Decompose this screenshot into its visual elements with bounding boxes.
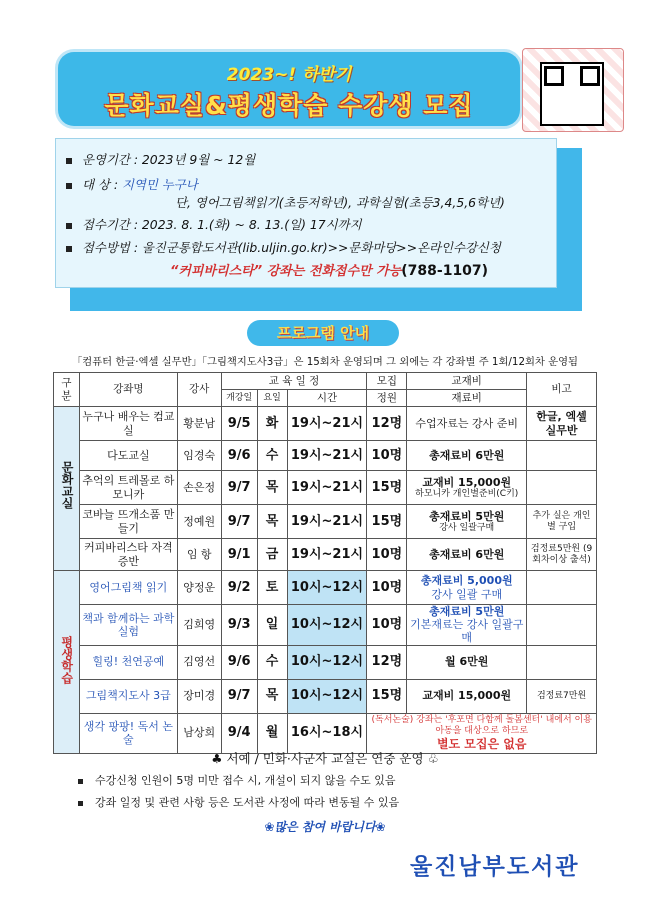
weekday: 목	[257, 471, 287, 505]
th-course: 강좌명	[79, 373, 177, 407]
fee: 총재료비 6만원	[407, 441, 527, 471]
closing-message: ❀많은 참여 바랍니다❀	[264, 820, 386, 834]
weekday: 월	[257, 713, 287, 753]
start-date: 9/2	[221, 571, 257, 605]
capacity: 10명	[367, 571, 407, 605]
bullet-icon	[66, 158, 72, 164]
table-row	[54, 679, 597, 713]
capacity: 15명	[367, 471, 407, 505]
fee: 교재비 15,000원	[407, 679, 527, 713]
group-culture: 문화교실	[54, 407, 80, 571]
start-date: 9/1	[221, 539, 257, 571]
remark: 추가 실은 개인별 구입	[527, 505, 597, 539]
th-fee-top: 교재비	[407, 373, 527, 390]
start-date: 9/5	[221, 407, 257, 441]
start-date: 9/3	[221, 605, 257, 646]
start-date: 9/7	[221, 505, 257, 539]
course-name: 영어그림책 읽기	[79, 571, 177, 605]
weekday: 수	[257, 441, 287, 471]
year-round-note: ♣ 서예 / 민화·사군자 교실은 연중 운영 ♧	[211, 751, 439, 766]
fee: 총재료비 5,000원 강사 일괄 구매	[407, 571, 527, 605]
time: 19시~21시	[287, 539, 367, 571]
info-period: 운영기간 : 2023년 9월 ~ 12월	[66, 150, 255, 168]
fee: 총재료비 6만원	[407, 539, 527, 571]
capacity: 10명	[367, 605, 407, 646]
th-remarks: 비고	[527, 373, 597, 407]
table-row	[54, 571, 597, 605]
time: 16시~18시	[287, 713, 367, 753]
th-teacher: 강사	[177, 373, 221, 407]
course-name: 추억의 트레몰로 하모니카	[79, 471, 177, 505]
course-name: 그림책지도사 3급	[79, 679, 177, 713]
fee: 수업자료는 강사 준비	[407, 407, 527, 441]
weekday: 금	[257, 539, 287, 571]
qr-code-icon[interactable]	[540, 62, 604, 126]
capacity: 12명	[367, 407, 407, 441]
teacher-name: 손은정	[177, 471, 221, 505]
table-row	[54, 407, 597, 441]
start-date: 9/4	[221, 713, 257, 753]
course-name: 다도교실	[79, 441, 177, 471]
weekday: 수	[257, 645, 287, 679]
course-name: 힐링! 천연공예	[79, 645, 177, 679]
th-time: 시간	[287, 390, 367, 407]
teacher-name: 장미경	[177, 679, 221, 713]
course-name: 커피바리스타 자격증반	[79, 539, 177, 571]
course-name: 코바늘 뜨개소품 만들기	[79, 505, 177, 539]
time: 19시~21시	[287, 471, 367, 505]
teacher-name: 임 항	[177, 539, 221, 571]
bullet-icon	[66, 223, 72, 229]
remark	[527, 605, 597, 646]
info-reception: 접수기간 : 2023. 8. 1.(화) ~ 8. 13.(일) 17시까지	[66, 215, 362, 233]
table-row	[54, 471, 597, 505]
table-row	[54, 645, 597, 679]
notice-item: 수강신청 인원이 5명 미만 접수 시, 개설이 되지 않을 수도 있음	[78, 772, 395, 788]
remark	[527, 441, 597, 471]
start-date: 9/7	[221, 679, 257, 713]
notice-item: 강좌 일정 및 관련 사항 등은 도서관 사정에 따라 변동될 수 있음	[78, 794, 399, 810]
program-title: 프로그램 안내	[247, 320, 399, 346]
info-target: 대 상 : 지역민 누구나	[66, 175, 198, 193]
remark: 검정료5만원 (9회차이상 출석)	[527, 539, 597, 571]
table-row	[54, 441, 597, 471]
time: 10시~12시	[287, 571, 367, 605]
bullet-icon	[66, 183, 72, 189]
capacity: 15명	[367, 679, 407, 713]
teacher-name: 양정운	[177, 571, 221, 605]
table-row	[54, 713, 597, 753]
fee: 총재료비 5만원 기본재료는 강사 일괄구매	[407, 605, 527, 646]
time: 19시~21시	[287, 505, 367, 539]
remark	[527, 645, 597, 679]
table-row	[54, 539, 597, 571]
info-method: 접수방법 : 울진군통합도서관(lib.uljin.go.kr)>>문화마당>>온라인수강신청	[66, 238, 501, 256]
time: 19시~21시	[287, 407, 367, 441]
start-date: 9/6	[221, 645, 257, 679]
bullet-icon	[78, 779, 83, 784]
fee: 교재비 15,000원 하모니카 개인별준비(C키)	[407, 471, 527, 505]
teacher-name: 임경숙	[177, 441, 221, 471]
weekday: 목	[257, 679, 287, 713]
info-target-note: 단, 영어그림책읽기(초등저학년), 과학실험(초등3,4,5,6학년)	[175, 195, 505, 210]
fee-merged: (독서논술) 강좌는 '후포면 다함께 돌봄센터' 내에서 이용 아동을 대상으로 하므로 별도 모집은 없음	[367, 713, 597, 753]
remark: 한글, 엑셀 실무반	[527, 407, 597, 441]
header-title: 문화교실&평생학습 수강생 모집	[104, 91, 474, 120]
course-name: 책과 함께하는 과학실험	[79, 605, 177, 646]
phone-only-note: “커피바리스타” 강좌는 전화접수만 가능(788-1107)	[170, 263, 489, 279]
library-name: 울진남부도서관	[410, 854, 580, 880]
course-name: 누구나 배우는 컴교실	[79, 407, 177, 441]
th-category: 구 분	[54, 373, 80, 407]
group-lifelong: 평생학습	[54, 571, 80, 754]
capacity: 12명	[367, 645, 407, 679]
time: 10시~12시	[287, 645, 367, 679]
th-capacity-bottom: 정원	[367, 390, 407, 407]
weekday: 화	[257, 407, 287, 441]
time: 10시~12시	[287, 679, 367, 713]
fee: 월 6만원	[407, 645, 527, 679]
teacher-name: 남상희	[177, 713, 221, 753]
time: 10시~12시	[287, 605, 367, 646]
start-date: 9/7	[221, 471, 257, 505]
capacity: 10명	[367, 441, 407, 471]
th-capacity-top: 모집	[367, 373, 407, 390]
bullet-icon	[78, 801, 83, 806]
table-row	[54, 505, 597, 539]
teacher-name: 황분남	[177, 407, 221, 441]
remark	[527, 471, 597, 505]
capacity: 15명	[367, 505, 407, 539]
remark	[527, 571, 597, 605]
weekday: 토	[257, 571, 287, 605]
th-start: 개강일	[221, 390, 257, 407]
capacity: 10명	[367, 539, 407, 571]
teacher-name: 정예원	[177, 505, 221, 539]
weekday: 목	[257, 505, 287, 539]
th-fee-bottom: 재료비	[407, 390, 527, 407]
th-day: 요일	[257, 390, 287, 407]
fee: 총재료비 5만원 강사 일괄구매	[407, 505, 527, 539]
teacher-name: 김영선	[177, 645, 221, 679]
th-schedule: 교 육 일 정	[221, 373, 367, 390]
weekday: 일	[257, 605, 287, 646]
program-table	[53, 372, 597, 754]
table-note: 「컴퓨터 한글·엑셀 실무반」「그림책지도사3급」은 15회차 운영되며 그 외에는 각 강좌별 주 1회/12회차 운영됨	[71, 356, 578, 368]
start-date: 9/6	[221, 441, 257, 471]
bullet-icon	[66, 246, 72, 252]
remark: 검정료7만원	[527, 679, 597, 713]
header-subtitle: 2023~! 하반기	[226, 65, 352, 85]
table-row	[54, 605, 597, 646]
course-name: 생각 팡팡! 독서 논술	[79, 713, 177, 753]
time: 19시~21시	[287, 441, 367, 471]
teacher-name: 김희영	[177, 605, 221, 646]
